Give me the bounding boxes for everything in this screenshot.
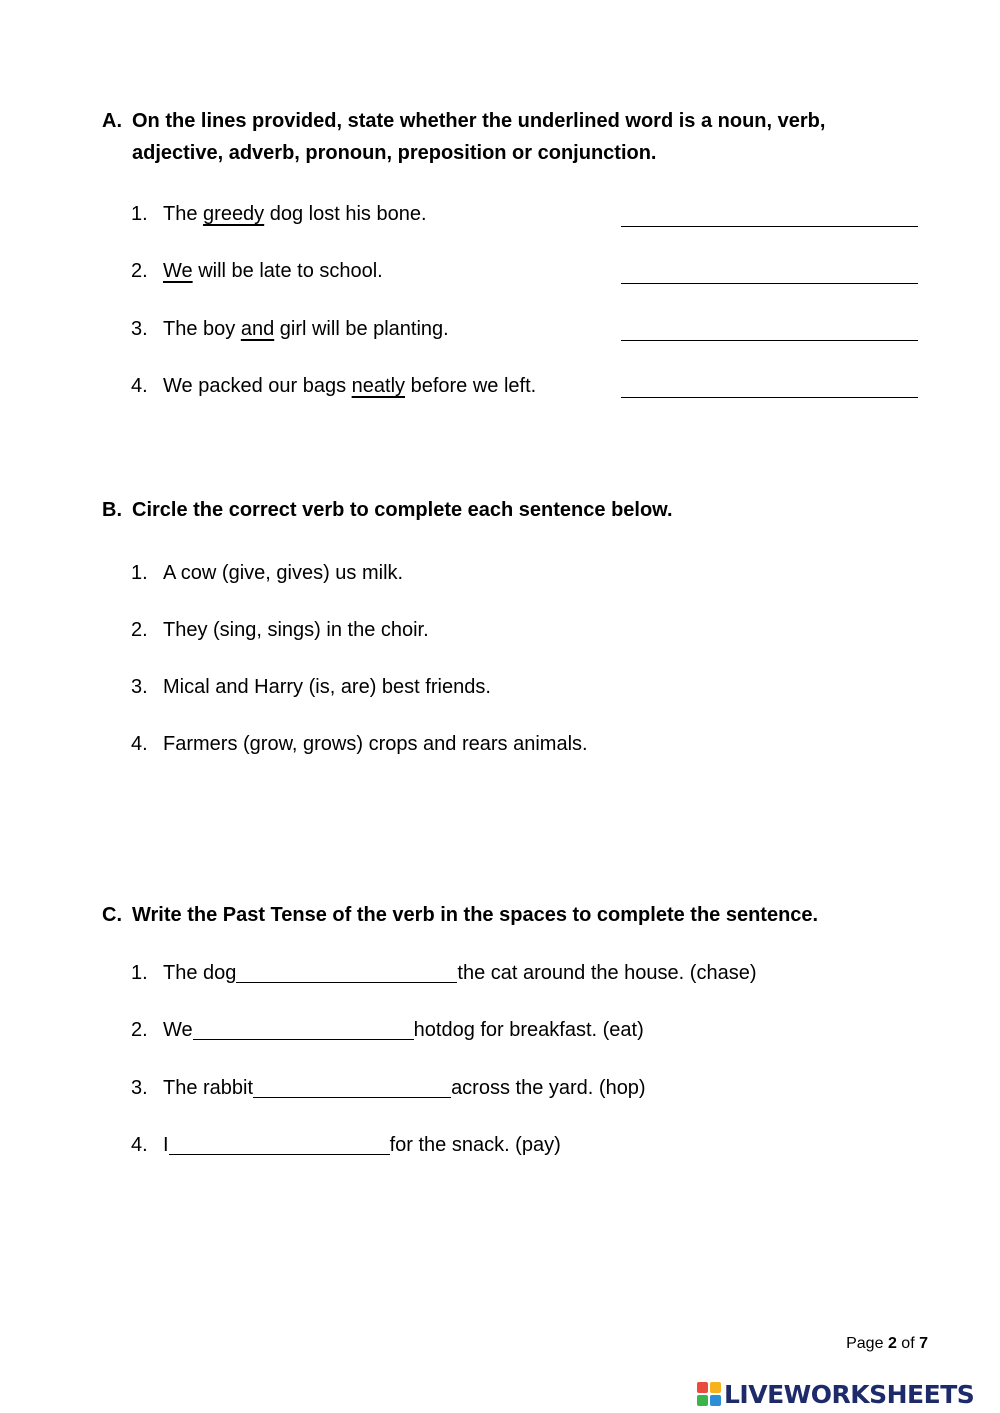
- item-number: 3.: [131, 676, 148, 698]
- fill-in-blank-c4[interactable]: [169, 1132, 390, 1155]
- logo-square: [710, 1382, 721, 1393]
- section-b-title: Circle the correct verb to complete each sentence below.: [132, 499, 673, 521]
- logo-mark-icon: [697, 1382, 721, 1406]
- section-c-item-1: [131, 960, 756, 986]
- sentence-text: before we left.: [405, 375, 537, 397]
- section-b-item-2[interactable]: [131, 617, 429, 643]
- sentence-text: will be late to school.: [192, 260, 383, 282]
- sentence-text: We packed our bags: [163, 375, 352, 397]
- section-c-item-3: [131, 1075, 646, 1101]
- sentence-text: Farmers (grow, grows) crops and rears animals.: [163, 733, 588, 755]
- section-a-item-2: [131, 258, 383, 284]
- item-number: 2.: [131, 260, 148, 282]
- answer-line-a3[interactable]: [621, 319, 918, 341]
- item-number: 4.: [131, 733, 148, 755]
- section-a-item-3: [131, 316, 449, 342]
- section-b-item-4[interactable]: [131, 731, 588, 757]
- sentence-text: We: [163, 1019, 193, 1041]
- section-c-letter: C.: [102, 904, 122, 926]
- underlined-word: and: [240, 318, 275, 340]
- answer-line-a4[interactable]: [621, 376, 918, 398]
- section-a-heading: [102, 105, 882, 169]
- item-number: 1.: [131, 962, 148, 984]
- fill-in-blank-c1[interactable]: [236, 960, 457, 983]
- logo-square: [710, 1395, 721, 1406]
- section-c-heading: [102, 899, 882, 931]
- sentence-text: A cow (give, gives) us milk.: [163, 562, 404, 584]
- sentence-text: The boy: [163, 318, 241, 340]
- section-b-item-1[interactable]: [131, 560, 403, 586]
- logo-square: [697, 1395, 708, 1406]
- underlined-word: neatly: [351, 375, 406, 397]
- section-a-item-1: [131, 201, 427, 227]
- sentence-text: Mical and Harry (is, are) best friends.: [163, 676, 491, 698]
- underlined-word: We: [163, 260, 193, 282]
- item-number: 3.: [131, 318, 148, 340]
- sentence-text: the cat around the house. (chase): [457, 962, 757, 984]
- sentence-text: They (sing, sings) in the choir.: [163, 619, 429, 641]
- fill-in-blank-c3[interactable]: [253, 1075, 451, 1098]
- sentence-text: across the yard. (hop): [451, 1077, 646, 1099]
- item-number: 4.: [131, 375, 148, 397]
- section-c-item-4: [131, 1132, 561, 1158]
- page-of: of: [901, 1335, 915, 1352]
- page-current: 2: [887, 1335, 897, 1352]
- item-number: 1.: [131, 203, 148, 225]
- answer-line-a1[interactable]: [621, 205, 918, 227]
- section-c-item-2: [131, 1017, 644, 1043]
- item-number: 1.: [131, 562, 148, 584]
- item-number: 4.: [131, 1134, 148, 1156]
- sentence-text: dog lost his bone.: [264, 203, 427, 225]
- page-label: Page: [846, 1335, 884, 1352]
- section-b-item-3[interactable]: [131, 674, 491, 700]
- page-number: [846, 1335, 928, 1353]
- section-a-letter: A.: [102, 110, 122, 132]
- sentence-text: I: [163, 1134, 169, 1156]
- answer-line-a2[interactable]: [621, 262, 918, 284]
- section-a-item-4: [131, 373, 536, 399]
- page-total: 7: [919, 1335, 928, 1352]
- sentence-text: girl will be planting.: [274, 318, 449, 340]
- item-number: 2.: [131, 1019, 148, 1041]
- section-b-letter: B.: [102, 499, 122, 521]
- sentence-text: The: [163, 203, 204, 225]
- underlined-word: greedy: [203, 203, 265, 225]
- fill-in-blank-c2[interactable]: [193, 1017, 414, 1040]
- section-a-title: On the lines provided, state whether the underlined word is a noun, verb, adjective, adverb, pronoun, preposition or conjunction.: [132, 110, 826, 164]
- liveworksheets-logo: [697, 1377, 974, 1411]
- section-b-heading: [102, 494, 882, 526]
- item-number: 2.: [131, 619, 148, 641]
- section-c-title: Write the Past Tense of the verb in the spaces to complete the sentence.: [132, 904, 819, 926]
- logo-text: LIVEWORKSHEETS: [724, 1379, 975, 1409]
- sentence-text: hotdog for breakfast. (eat): [413, 1019, 644, 1041]
- sentence-text: for the snack. (pay): [389, 1134, 561, 1156]
- sentence-text: The dog: [163, 962, 237, 984]
- logo-square: [697, 1382, 708, 1393]
- sentence-text: The rabbit: [163, 1077, 254, 1099]
- item-number: 3.: [131, 1077, 148, 1099]
